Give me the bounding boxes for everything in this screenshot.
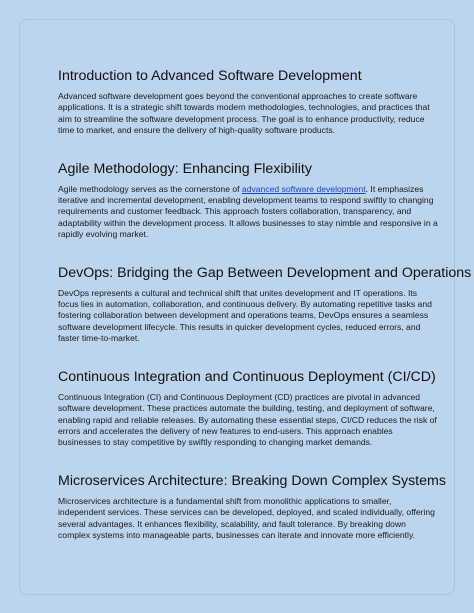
body-text-after-link: . It emphasizes iterative and incremental development, enabling development teams to respond swiftly to changing requirements and customer feedback. This approach fosters collaboration, transparency, and adaptability within the development process. It allows businesses to stay nimble and responsive in a rapidly evolving market. (58, 183, 438, 240)
section-body: Advanced software development goes beyond the conventional approaches to create software applications. It is a strategic shift towards modern methodologies, technologies, and practices that aim to streamline the software development process. The goal is to enhance productivity, reduce time to market, and ensure the delivery of high-quality software products. (58, 91, 430, 136)
section-body: DevOps represents a cultural and technical shift that unites development and IT operations. Its focus lies in automation, collaboration, and continuous delivery. By automating repetitive tasks and fostering collaboration between development and operations teams, DevOps ensures a seamless software development lifecycle. This results in quicker development cycles, reduced errors, and faster time-to-market. (58, 287, 432, 344)
section-introduction (58, 68, 438, 137)
section-body: Continuous Integration (CI) and Continuous Deployment (CD) practices are pivotal in advanced software development. These practices automate the building, testing, and deployment of software, enabling rapid and reliable releases. By automating these essential steps, CI/CD reduces the risk of errors and accelerates the delivery of new features to end-users. This approach enables businesses to stay competitive by swiftly responding to changing market demands. (58, 391, 437, 448)
section-heading: Continuous Integration and Continuous Deployment (CI/CD) (58, 368, 436, 385)
section-body: Microservices architecture is a fundamental shift from monolithic applications to smaller, independent services. These services can be developed, deployed, and scaled individually, offering several advantages. It enhances flexibility, scalability, and fault tolerance. By breaking down complex systems into manageable parts, businesses can iterate and innovate more efficiently. (58, 495, 435, 540)
section-microservices (58, 472, 446, 542)
advanced-software-development-link[interactable]: advanced software development (241, 183, 366, 194)
section-heading: DevOps: Bridging the Gap Between Development and Operations (58, 264, 472, 281)
section-ci-cd (58, 369, 438, 449)
document-page (19, 19, 472, 595)
section-heading: Microservices Architecture: Breaking Down Complex Systems (58, 472, 446, 489)
section-body (58, 184, 438, 241)
document-content (58, 68, 472, 565)
section-agile (58, 161, 438, 241)
body-text-before-link: Agile methodology serves as the cornerstone of (58, 183, 242, 194)
section-heading: Agile Methodology: Enhancing Flexibility (58, 160, 312, 177)
section-devops (58, 264, 472, 345)
section-heading: Introduction to Advanced Software Development (58, 68, 362, 84)
